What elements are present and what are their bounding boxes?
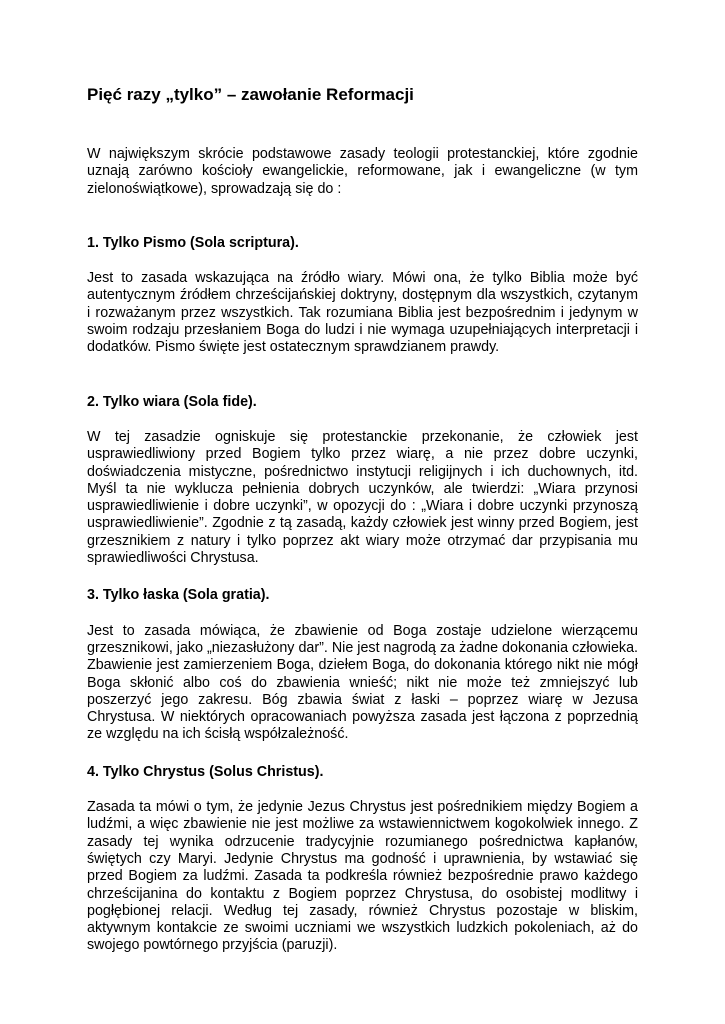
section-body-solus-christus: Zasada ta mówi o tym, że jedynie Jezus Chrystus jest pośrednikiem między Bogiem a ludźmi, a więc zbawienie nie jest możliwe za wstawiennictwem kogokolwiek innego. Z zasady tej wynika odrzucenie tradycyjnie rozumianego pośrednictwa kapłanów, świętych czy Maryi. Jedynie Chrystus ma godność i uprawnienia, by wstawiać się przed Bogiem za ludźmi. Zasada ta podkreśla również bezpośrednie prawo każdego chrześcijanina do kontaktu z Bogiem poprzez Chrystusa, do osobistej modlitwy i pogłębionej relacji. Według tej zasady, również Chrystus pozostaje w bliskim, aktywnym kontakcie ze swoimi uczniami we wszystkich ludzkich pokoleniach, aż do swojego powtórnego przyjścia (paruzji). [87,799,638,954]
section-heading-sola-fide: 2. Tylko wiara (Sola fide). [87,393,257,410]
section-body-sola-fide: W tej zasadzie ogniskuje się protestanckie przekonanie, że człowiek jest usprawiedliwiony przed Bogiem tylko przez wiarę, a nie przez dobre uczynki, doświadczenia mistyczne, pośrednictwo instytucji religijnych i ich duchownych, itd. Myśl ta nie wyklucza pełnienia dobrych uczynków, ale twierdzi: „Wiara przynosi usprawiedliwienie i dobre uczynki”, w opozycji do : „Wiara i dobre uczynki przynoszą usprawiedliwienie”. Zgodnie z tą zasadą, każdy człowiek jest winny przed Bogiem, jest grzesznikiem z natury i tylko poprzez akt wiary może otrzymać dar przypisania mu sprawiedliwości Chrystusa. [87,428,638,567]
section-heading-sola-gratia: 3. Tylko łaska (Sola gratia). [87,587,270,604]
document-page [87,84,638,955]
section-heading-sola-scriptura: 1. Tylko Pismo (Sola scriptura). [87,234,299,251]
section-body-sola-gratia: Jest to zasada mówiąca, że zbawienie od Boga zostaje udzielone wierzącemu grzesznikowi, jako „niezasłużony dar”. Nie jest nagrodą za żadne dokonania człowieka. Zbawienie jest zamierzeniem Boga, dziełem Boga, do dokonania którego nikt nie mógł Boga skłonić albo coś do zbawienia wnieść; nikt nie może też zmniejszyć lub poszerzyć jego zakresu. Bóg zbawia świat z łaski – poprzez wiarę w Jezusa Chrystusa. W niektórych opracowaniach powyższa zasada jest łączona z poprzednią ze względu na ich ścisłą współzależność. [87,622,638,743]
page-title: Pięć razy „tylko” – zawołanie Reformacji [87,85,414,104]
section-heading-solus-christus: 4. Tylko Chrystus (Solus Christus). [87,763,324,780]
section-body-sola-scriptura: Jest to zasada wskazująca na źródło wiary. Mówi ona, że tylko Biblia może być autentycznym źródłem chrześcijańskiej doktryny, dostępnym dla wszystkich, czytanym i rozważanym przez wszystkich. Tak rozumiana Biblia jest bezpośrednim i jedynym w swoim rodzaju przesłaniem Boga do ludzi i nie wymaga uzupełniających interpretacji i dodatków. Pismo święte jest ostatecznym sprawdzianem prawdy. [87,270,638,356]
intro-paragraph: W największym skrócie podstawowe zasady teologii protestanckiej, które zgodnie uznają zarówno kościoły ewangelickie, reformowane, jak i ewangeliczne (w tym zielonoświątkowe), sprowadzają się do : [87,146,638,197]
